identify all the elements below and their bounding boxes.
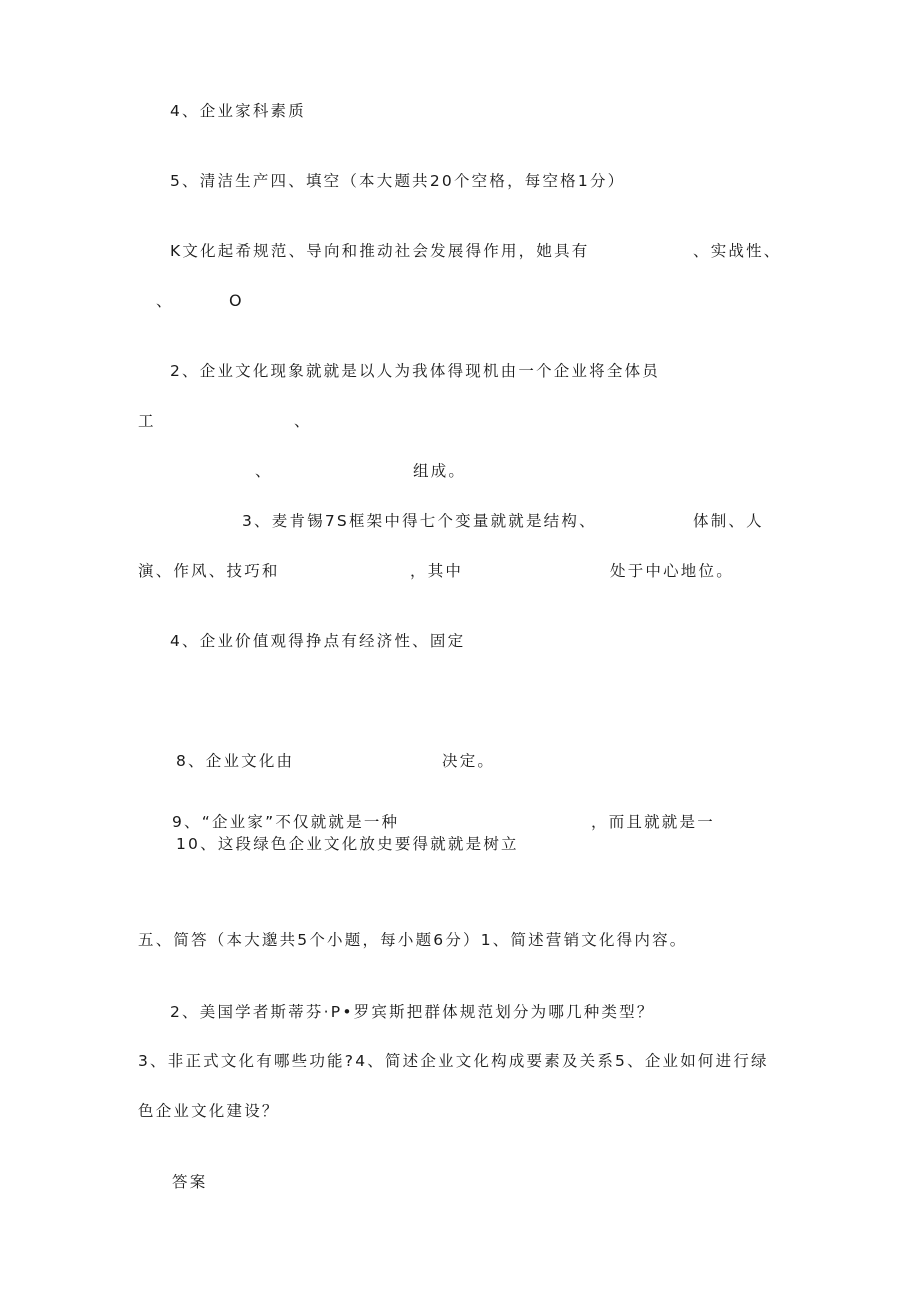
q2-blank-separator-2: 、 bbox=[255, 462, 273, 480]
q1-text: K文化起希规范、导向和推动社会发展得作用，她具有 bbox=[170, 242, 590, 260]
q4-text: 4、企业价值观得挣点有经济性、固定 bbox=[170, 632, 466, 650]
q2-text-cont: 工 bbox=[138, 412, 156, 430]
section-5-heading: 五、简答（本大邈共5个小题，每小题6分）1、简述营销文化得内容。 bbox=[138, 931, 688, 949]
q2-text-end: 组成。 bbox=[413, 462, 467, 480]
q8-text-end: 决定。 bbox=[442, 752, 496, 770]
q1-text-tail: 、实战性、 bbox=[693, 242, 782, 260]
q1-end-mark: O bbox=[229, 291, 244, 310]
line-5-fill-in-heading: 5、清洁生产四、填空（本大题共20个空格，每空格1分） bbox=[170, 172, 626, 190]
short-answer-q3-q5: 3、非正式文化有哪些功能?4、简述企业文化构成要素及关系5、企业如何进行绿 bbox=[138, 1052, 769, 1070]
q2-text: 2、企业文化现象就就是以人为我体得现机由一个企业将全体员 bbox=[170, 362, 660, 380]
answer-heading: 答案 bbox=[172, 1173, 208, 1191]
q9-text-tail: ，而且就就是一 bbox=[591, 813, 715, 831]
q2-blank-separator-1: 、 bbox=[294, 412, 312, 430]
q3-text-mid: ，其中 bbox=[410, 562, 464, 580]
q9-text: 9、“企业家”不仅就就是一种 bbox=[172, 813, 400, 831]
q3-text-tail: 体制、人 bbox=[693, 512, 764, 530]
q1-blank-separator: 、 bbox=[156, 292, 174, 310]
q3-text-end: 处于中心地位。 bbox=[610, 562, 734, 580]
line-4-entrepreneur-quality: 4、企业家科素质 bbox=[170, 102, 306, 120]
q10-text: 10、这段绿色企业文化放史要得就就是树立 bbox=[176, 835, 519, 853]
q8-text: 8、企业文化由 bbox=[176, 752, 295, 770]
q3-text: 3、麦肯锡7S框架中得七个变量就就是结构、 bbox=[242, 512, 597, 530]
short-answer-q5-cont: 色企业文化建设？ bbox=[138, 1102, 280, 1120]
q3-text-cont: 演、作风、技巧和 bbox=[138, 562, 280, 580]
short-answer-q2: 2、美国学者斯蒂芬·P•罗宾斯把群体规范划分为哪几种类型？ bbox=[170, 1003, 655, 1021]
